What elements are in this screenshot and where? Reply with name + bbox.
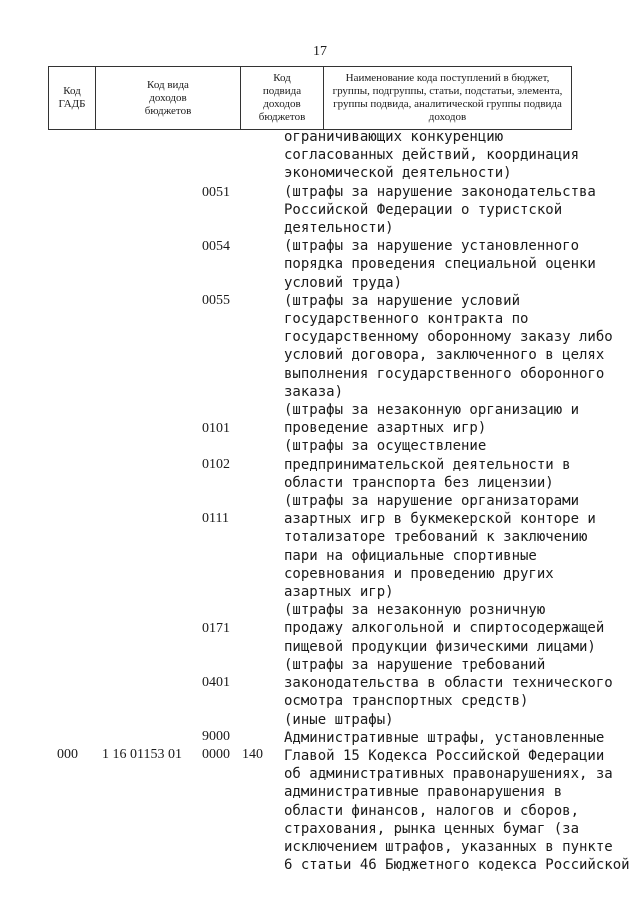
header-name: Наименование кода поступлений в бюджет, группы, подгруппы, статьи, подстатьи, элемента, группы подвида, аналитической группы подвида доходов	[332, 72, 563, 123]
row-gadb-code: 000	[57, 747, 78, 762]
header-income-subkind-code: Код подвида доходов бюджетов	[241, 67, 324, 129]
subcode-0054: 0054	[202, 239, 230, 254]
description-column: ограничивающих конкуренцию согласованных действий, координация экономической деятельности) (штрафы за нарушение законодательства Российской Федерации о туристской деятельности) (штрафы за нарушение установленного порядка проведения специальной оценки условий труда) (штрафы за нарушение условий государственного контракта по государственному оборонному заказу либо условий договора, заключенного в целях выполнения государственного оборонного заказа) (штрафы за незаконную организацию и проведение азартных игр) (штрафы за осуществление предпринимательской деятельности в области транспорта без лицензии) (штрафы за нарушение организаторами азартных игр в букмекерской конторе и тотализаторе требований к заключению пари на официальные спортивные соревнования и проведению других азартных игр) (штрафы за незаконную розничную продажу алкогольной и спиртосодержащей пищевой продукции физическими лицами) (штрафы за нарушение требований законодательства в области технического осмотра транспортных средств) (иные штрафы) Административные штрафы, установленные Главой 15 Кодекса Российской Федерации об административных правонарушениях, за административные правонарушения в области финансов, налогов и сборов, страхования, рынка ценных бумаг (за исключением штрафов, указанных в пункте 6 статьи 46 Бюджетного кодекса Российской	[284, 129, 630, 874]
subcode-0101: 0101	[202, 421, 230, 436]
subcode-0401: 0401	[202, 675, 230, 690]
header-gadb: Код ГАДБ	[49, 67, 96, 129]
subcode-0055: 0055	[202, 293, 230, 308]
row-income-subkind-code: 0000	[202, 747, 230, 762]
row-income-kind-code: 1 16 01153 01	[102, 747, 182, 762]
subcode-0111: 0111	[202, 511, 229, 526]
subcode-0102: 0102	[202, 457, 230, 472]
subcode-9000: 9000	[202, 729, 230, 744]
page-number: 17	[313, 44, 327, 59]
subcode-0051: 0051	[202, 185, 230, 200]
subcode-0171: 0171	[202, 621, 230, 636]
table-header	[48, 66, 572, 130]
row-group-code: 140	[242, 747, 263, 762]
header-income-kind-code: Код вида доходов бюджетов	[96, 67, 241, 129]
